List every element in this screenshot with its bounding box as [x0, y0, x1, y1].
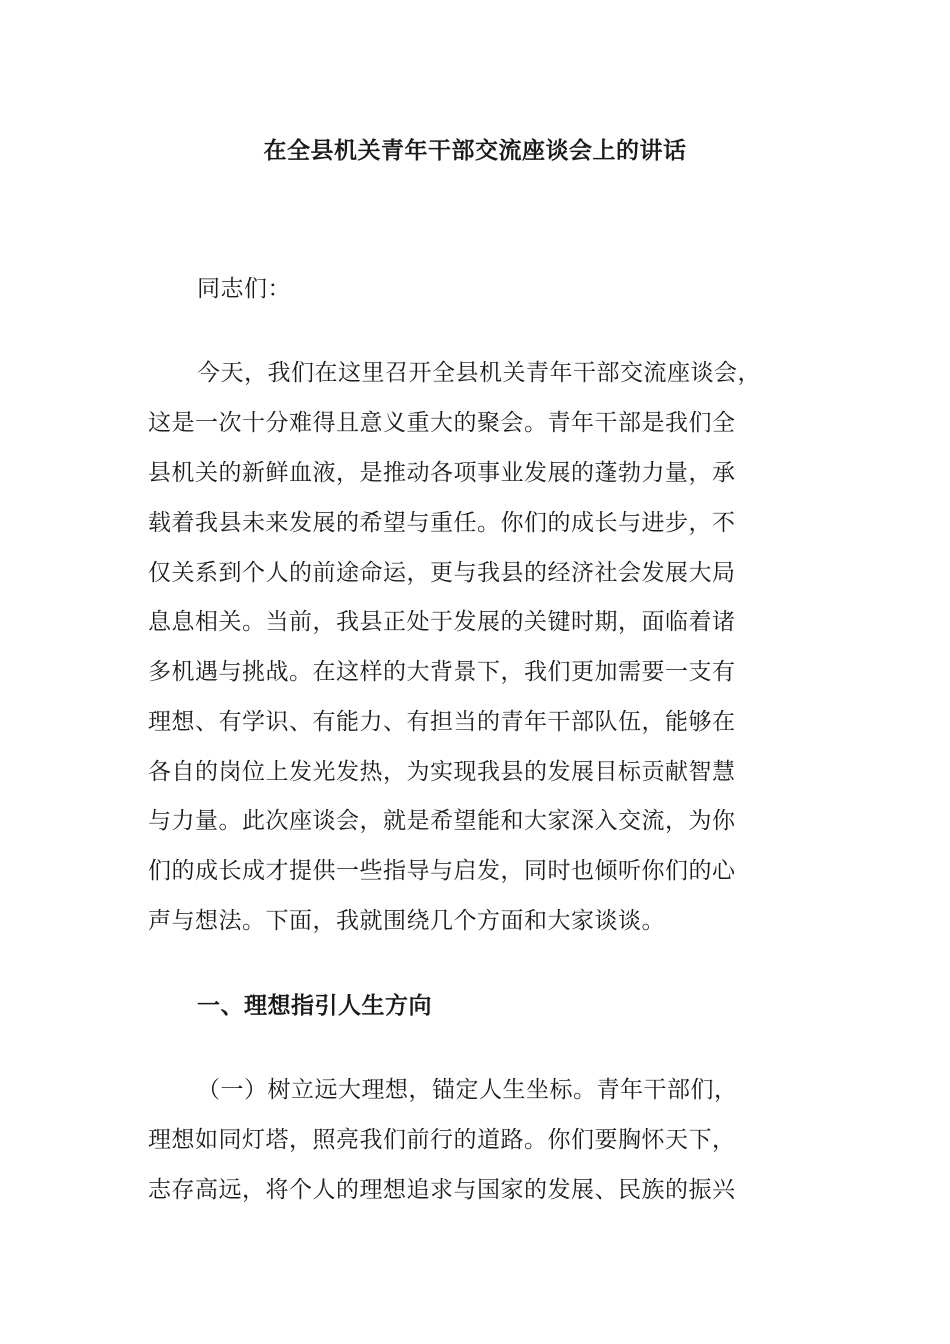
salutation: 同志们： — [197, 276, 291, 302]
document-title: 在全县机关青年干部交流座谈会上的讲话 — [263, 137, 687, 164]
paragraph-line: 县机关的新鲜血液，是推动各项事业发展的蓬勃力量，承 — [148, 460, 736, 486]
paragraph-line: 仅关系到个人的前途命运，更与我县的经济社会发展大局 — [148, 560, 736, 586]
paragraph-line: 志存高远，将个人的理想追求与国家的发展、民族的振兴 — [148, 1177, 736, 1203]
section-heading: 一、理想指引人生方向 — [197, 992, 432, 1019]
paragraph-line: 与力量。此次座谈会，就是希望能和大家深入交流，为你 — [148, 808, 736, 834]
paragraph-line: 息息相关。当前，我县正处于发展的关键时期，面临着诸 — [148, 609, 736, 635]
paragraph-line: 这是一次十分难得且意义重大的聚会。青年干部是我们全 — [148, 410, 736, 436]
paragraph-line: 们的成长成才提供一些指导与启发，同时也倾听你们的心 — [148, 858, 736, 884]
paragraph-line: 理想如同灯塔，照亮我们前行的道路。你们要胸怀天下， — [148, 1127, 736, 1153]
paragraph-line: （一）树立远大理想，锚定人生坐标。青年干部们， — [197, 1077, 738, 1103]
paragraph-line: 理想、有学识、有能力、有担当的青年干部队伍，能够在 — [148, 709, 736, 735]
paragraph-line: 多机遇与挑战。在这样的大背景下，我们更加需要一支有 — [148, 659, 736, 685]
paragraph-line: 各自的岗位上发光发热，为实现我县的发展目标贡献智慧 — [148, 759, 736, 785]
paragraph-line: 载着我县未来发展的希望与重任。你们的成长与进步，不 — [148, 510, 736, 536]
paragraph-line: 今天，我们在这里召开全县机关青年干部交流座谈会， — [197, 360, 761, 386]
paragraph-line: 声与想法。下面，我就围绕几个方面和大家谈谈。 — [148, 908, 665, 934]
